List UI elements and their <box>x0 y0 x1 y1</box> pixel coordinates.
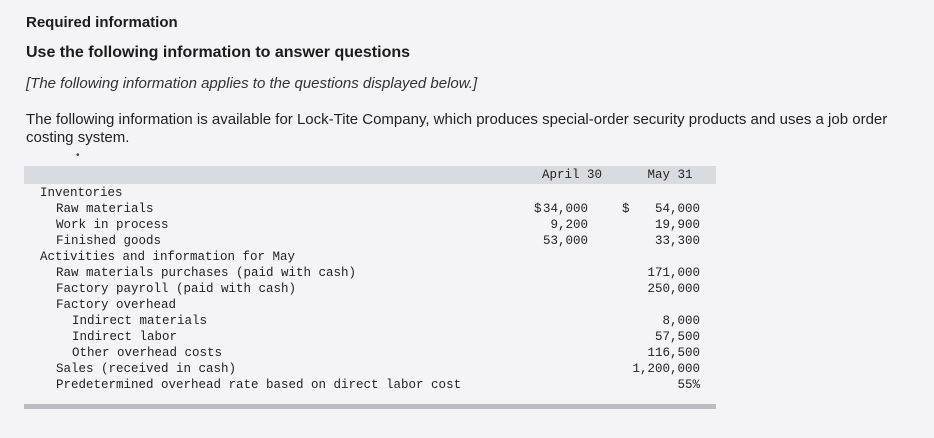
row-label: Finished goods <box>56 234 162 248</box>
row-label: Factory payroll (paid with cash) <box>56 282 297 296</box>
row-label: Indirect materials <box>72 314 208 328</box>
row-label: Inventories <box>40 186 123 200</box>
may-value: 1,200,000 <box>632 362 700 376</box>
table-row <box>24 249 716 265</box>
row-label: Activities and information for May <box>40 250 296 264</box>
applies-note: [The following information applies to the questions displayed below.] <box>26 75 478 92</box>
april-value: 34,000 <box>542 202 588 216</box>
row-label: Raw materials <box>56 202 154 216</box>
table-row <box>24 297 716 313</box>
may-value: 33,300 <box>654 234 700 248</box>
col-header-may: May 31 <box>647 168 693 182</box>
row-label: Predetermined overhead rate based on direct labor cost <box>56 378 462 392</box>
april-value: 53,000 <box>542 234 588 248</box>
dollar-sign: $ <box>622 202 630 216</box>
row-label: Factory overhead <box>56 298 177 312</box>
table-row <box>24 377 716 393</box>
april-value: 9,200 <box>550 218 588 232</box>
table-row <box>24 281 716 297</box>
may-value: 57,500 <box>654 330 700 344</box>
may-value: 171,000 <box>647 266 700 280</box>
may-value: 116,500 <box>647 346 700 360</box>
table-row <box>24 233 716 249</box>
dollar-sign: $ <box>534 202 542 216</box>
table-row <box>24 361 716 377</box>
cursor-dot: • <box>76 150 80 161</box>
row-label: Indirect labor <box>72 330 178 344</box>
may-value: 54,000 <box>654 202 700 216</box>
table-row <box>24 201 716 217</box>
table-row <box>24 329 716 345</box>
may-value: 250,000 <box>647 282 700 296</box>
table-row <box>24 313 716 329</box>
may-value: 8,000 <box>662 314 700 328</box>
table-row <box>24 265 716 281</box>
table-bottom-rule <box>24 404 716 409</box>
row-label: Other overhead costs <box>72 346 223 360</box>
col-header-april: April 30 <box>541 168 602 182</box>
intro-paragraph: The following information is available for Lock-Tite Company, which produces special-order security products and uses a job order costing system. <box>26 111 888 146</box>
use-following-heading: Use the following information to answer questions <box>26 44 411 61</box>
table-row <box>24 217 716 233</box>
row-label: Sales (received in cash) <box>56 362 237 376</box>
may-value: 19,900 <box>654 218 700 232</box>
row-label: Work in process <box>56 218 169 232</box>
row-label: Raw materials purchases (paid with cash) <box>56 266 357 280</box>
table-row <box>24 345 716 361</box>
required-information-heading: Required information <box>26 14 178 31</box>
may-value: 55% <box>677 378 700 392</box>
table-row <box>24 185 716 201</box>
